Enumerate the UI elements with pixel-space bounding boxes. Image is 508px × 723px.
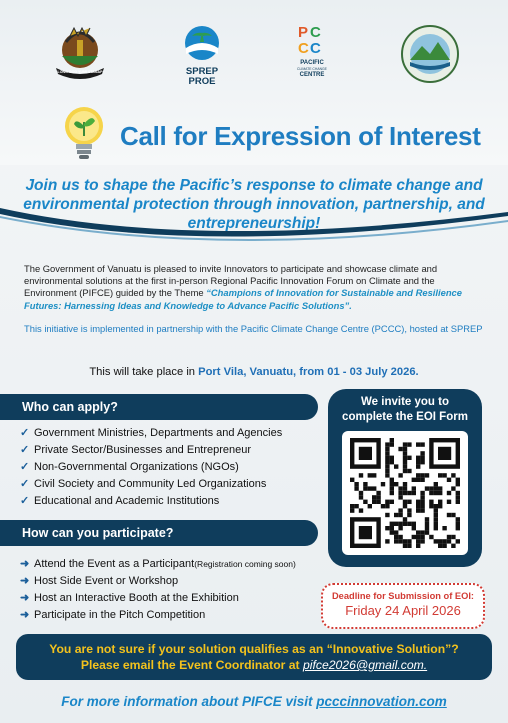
coordinator-email-link[interactable]: pifce2026@gmail.com.: [303, 658, 428, 672]
list-item-label: Host an Interactive Booth at the Exhibition: [34, 591, 239, 604]
how-can-you-participate-heading: How can you participate?: [0, 520, 318, 546]
pccc-logo: [292, 24, 332, 88]
footer-text: For more information about PIFCE visit: [61, 694, 317, 709]
footer: [0, 694, 508, 709]
contact-banner: [16, 634, 492, 680]
pccc-logo-line2: CLIMATE CHANGE: [297, 67, 327, 71]
intro-theme: “Champions of Innovation for Sustainable and Resilience Futures: Harnessing Ideas and Knowledge to Advance Pacific Solutions”.: [24, 287, 462, 311]
list-item-label: Civil Society and Community Led Organizations: [34, 477, 267, 490]
eoi-invite-text: [328, 395, 482, 425]
list-item: [20, 458, 282, 475]
list-item: [20, 475, 282, 492]
sprep-logo-line2: PROE: [188, 76, 216, 87]
arrow-bullet-icon: ➜: [20, 575, 30, 587]
check-icon: ✓: [20, 461, 30, 473]
eoi-invite-line2: complete the EOI Form: [342, 411, 468, 423]
deadline-box: [321, 583, 485, 629]
lightbulb-plant-icon: [62, 104, 106, 164]
list-item: [20, 441, 282, 458]
check-icon: ✓: [20, 478, 30, 490]
title-row: [62, 104, 482, 164]
pccc-letter-c2: C: [298, 40, 309, 57]
list-item-label: Educational and Academic Institutions: [34, 494, 220, 507]
contact-banner-line1: You are not sure if your solution qualifies as an “Innovative Solution”?: [49, 642, 459, 656]
list-item: [20, 424, 282, 441]
who-can-apply-list: [20, 424, 282, 509]
sprep-logo: [180, 24, 224, 88]
pccc-logo-line3: CENTRE: [299, 72, 325, 78]
vanuatu-coat-of-arms-logo: [48, 22, 112, 86]
venue-line: [0, 366, 508, 378]
list-item-label: Participate in the Pitch Competition: [34, 608, 206, 621]
how-can-you-participate-list: [20, 555, 296, 623]
list-item-note: (Registration coming soon): [194, 558, 296, 569]
ministry-seal-logo: [400, 24, 460, 84]
decorative-swoosh: [0, 200, 508, 260]
list-item-label: Private Sector/Businesses and Entrepreneur: [34, 443, 252, 456]
qr-code-icon: [342, 431, 468, 555]
arrow-bullet-icon: ➜: [20, 558, 30, 570]
arrow-bullet-icon: ➜: [20, 592, 30, 604]
deadline-date: Friday 24 April 2026: [345, 603, 461, 618]
tagline: Join us to shape the Pacific’s response to climate change and environmental protection through innovation, partnership, and entrepreneurship!: [23, 177, 485, 232]
deadline-label: Deadline for Submission of EOI:: [331, 591, 475, 601]
partnership-paragraph: This initiative is implemented in partnership with the Pacific Climate Change Centre (PCCC), hosted at SPREP: [24, 323, 483, 334]
who-can-apply-heading: Who can apply?: [0, 394, 318, 420]
contact-banner-line2: [16, 657, 492, 673]
pccc-letter-c3: C: [310, 40, 321, 57]
eoi-qr-code[interactable]: [342, 431, 468, 555]
list-item: [20, 492, 282, 509]
list-item-label: Attend the Event as a Participant: [34, 557, 195, 570]
pccc-logo-line1: PACIFIC: [300, 60, 324, 66]
intro-text: The Government of Vanuatu is pleased to invite Innovators to participate and showcase climate and environmental solutions at the first in-person Regional Pacific Innovation Forum on Climate and the Environment (PIFCE) guided by the Theme: [24, 263, 438, 299]
venue-prefix: This will take place in: [89, 366, 199, 378]
intro-paragraph: [24, 263, 486, 312]
check-icon: ✓: [20, 495, 30, 507]
coat-of-arms-motto: LONG GOD YUMI STANAP: [57, 70, 103, 74]
sprep-logo-line1: SPREP: [185, 66, 219, 77]
list-item-label: Non-Governmental Organizations (NGOs): [34, 460, 239, 473]
list-item: [20, 589, 296, 606]
contact-banner-text: Please email the Event Coordinator at: [80, 658, 303, 672]
eoi-form-panel: [328, 389, 482, 567]
pccc-letter-c1: C: [310, 24, 321, 41]
footer-website-link[interactable]: pcccinnovation.com: [316, 694, 447, 709]
venue-place: Port Vila, Vanuatu, from 01 - 03 July 2026.: [198, 366, 419, 378]
list-item: [20, 606, 296, 623]
eoi-invite-line1: We invite you to: [361, 396, 449, 408]
list-item-label: Government Ministries, Departments and Agencies: [34, 426, 283, 439]
list-item-label: Host Side Event or Workshop: [34, 574, 179, 587]
arrow-bullet-icon: ➜: [20, 609, 30, 621]
pccc-letter-p: P: [298, 24, 309, 41]
page-title: Call for Expression of Interest: [120, 121, 481, 151]
check-icon: ✓: [20, 427, 30, 439]
list-item: [20, 572, 296, 589]
list-item: [20, 555, 296, 572]
check-icon: ✓: [20, 444, 30, 456]
